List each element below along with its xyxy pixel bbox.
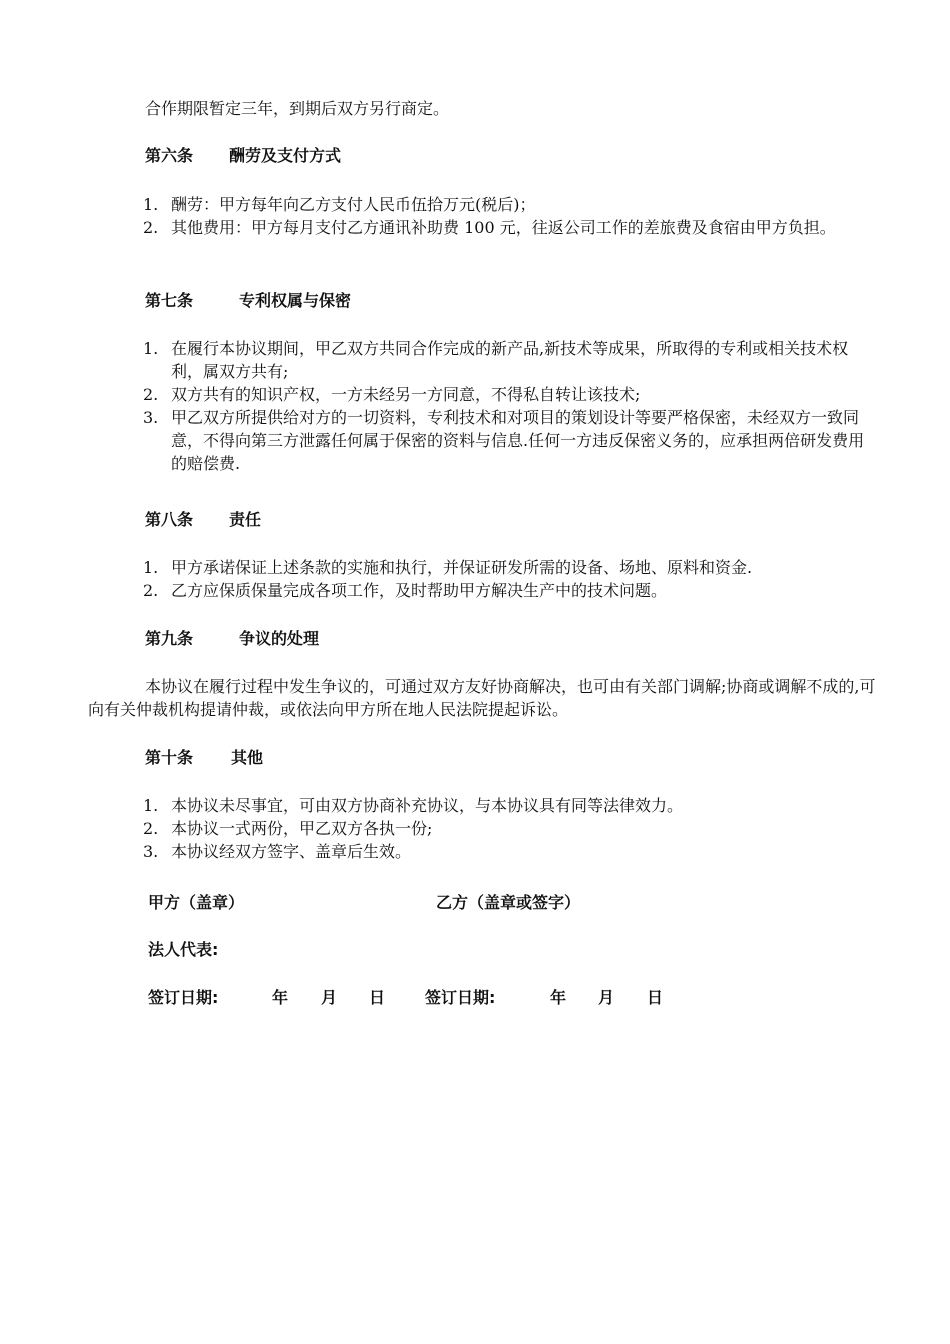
- article-10-heading: [145, 746, 263, 769]
- list-item-text: 酬劳：甲方每年向乙方支付人民币伍拾万元(税后)；: [171, 195, 536, 214]
- list-item: [143, 383, 876, 406]
- list-item-text: 双方共有的知识产权，一方未经另一方同意，不得私自转让该技术;: [171, 385, 641, 404]
- legal-representative-label: 法人代表:: [148, 940, 219, 959]
- party-a-seal-label: 甲方（盖章）: [148, 893, 245, 912]
- list-marker: 2.: [143, 581, 159, 600]
- article-6-number: 第六条: [145, 146, 194, 165]
- list-item: [143, 840, 876, 863]
- list-marker: 1.: [143, 195, 159, 214]
- list-item-text: 在履行本协议期间，甲乙双方共同合作完成的新产品,新技术等成果，所取得的专利或相关技术权利，属双方共有;: [171, 339, 849, 381]
- party-b-date-month: 月: [598, 988, 615, 1007]
- list-item: [143, 193, 876, 216]
- list-item: [143, 579, 876, 602]
- article-10-list: [143, 794, 876, 863]
- list-item-text: 乙方应保质保量完成各项工作，及时帮助甲方解决生产中的技术问题。: [171, 581, 668, 600]
- article-9-title: 争议的处理: [239, 629, 320, 648]
- list-item: [143, 216, 876, 239]
- article-8-list: [143, 556, 876, 602]
- list-item-text: 本协议未尽事宜，可由双方协商补充协议，与本协议具有同等法律效力。: [171, 796, 684, 815]
- article-9-heading: [145, 627, 319, 650]
- article-10-title: 其他: [231, 748, 264, 767]
- list-marker: 3.: [143, 408, 159, 427]
- list-marker: 2.: [143, 385, 159, 404]
- party-b-date-year: 年: [550, 988, 567, 1007]
- article-7-list: [143, 337, 876, 475]
- article-7-heading: [145, 289, 351, 312]
- article-6-title: 酬劳及支付方式: [229, 146, 342, 165]
- party-a-date-year: 年: [272, 988, 289, 1007]
- article-8-title: 责任: [229, 510, 262, 529]
- article-8-heading: [145, 508, 261, 531]
- list-marker: 1.: [143, 558, 159, 577]
- article-9-number: 第九条: [145, 629, 194, 648]
- list-marker: 2.: [143, 218, 159, 237]
- list-item-text: 甲乙双方所提供给对方的一切资料，专利技术和对项目的策划设计等要严格保密，未经双方一致同意，不得向第三方泄露任何属于保密的资料与信息.任何一方违反保密义务的，应承担两倍研发费用的赔偿费.: [171, 408, 865, 473]
- cooperation-term-paragraph: 合作期限暂定三年，到期后双方另行商定。: [145, 99, 450, 118]
- list-item: [143, 406, 876, 475]
- list-marker: 3.: [143, 842, 159, 861]
- party-a-date-month: 月: [321, 988, 338, 1007]
- list-item: [143, 794, 876, 817]
- party-b-date-day: 日: [647, 988, 664, 1007]
- article-8-number: 第八条: [145, 510, 194, 529]
- article-9-paragraph: 本协议在履行过程中发生争议的，可通过双方友好协商解决，也可由有关部门调解;协商或调解不成的,可向有关仲裁机构提请仲裁，或依法向甲方所在地人民法院提起诉讼。: [88, 677, 876, 719]
- article-7-number: 第七条: [145, 291, 194, 310]
- party-b-sign-date-label: 签订日期:: [425, 988, 496, 1007]
- list-marker: 2.: [143, 819, 159, 838]
- list-item: [143, 556, 876, 579]
- article-6-list: [143, 193, 876, 239]
- list-marker: 1.: [143, 339, 159, 358]
- article-10-number: 第十条: [145, 748, 194, 767]
- list-item-text: 甲方承诺保证上述条款的实施和执行，并保证研发所需的设备、场地、原料和资金.: [171, 558, 753, 577]
- article-6-heading: [145, 144, 341, 167]
- party-b-seal-label: 乙方（盖章或签字）: [436, 893, 581, 912]
- party-a-date-day: 日: [369, 988, 386, 1007]
- list-item: [143, 817, 876, 840]
- article-7-title: 专利权属与保密: [239, 291, 352, 310]
- list-marker: 1.: [143, 796, 159, 815]
- list-item-text: 本协议经双方签字、盖章后生效。: [171, 842, 412, 861]
- list-item: [143, 337, 876, 383]
- list-item-text: 本协议一式两份，甲乙双方各执一份;: [171, 819, 433, 838]
- party-a-sign-date-label: 签订日期:: [148, 988, 219, 1007]
- list-item-text: 其他费用：甲方每月支付乙方通讯补助费 100 元，往返公司工作的差旅费及食宿由甲方负担。: [171, 218, 836, 237]
